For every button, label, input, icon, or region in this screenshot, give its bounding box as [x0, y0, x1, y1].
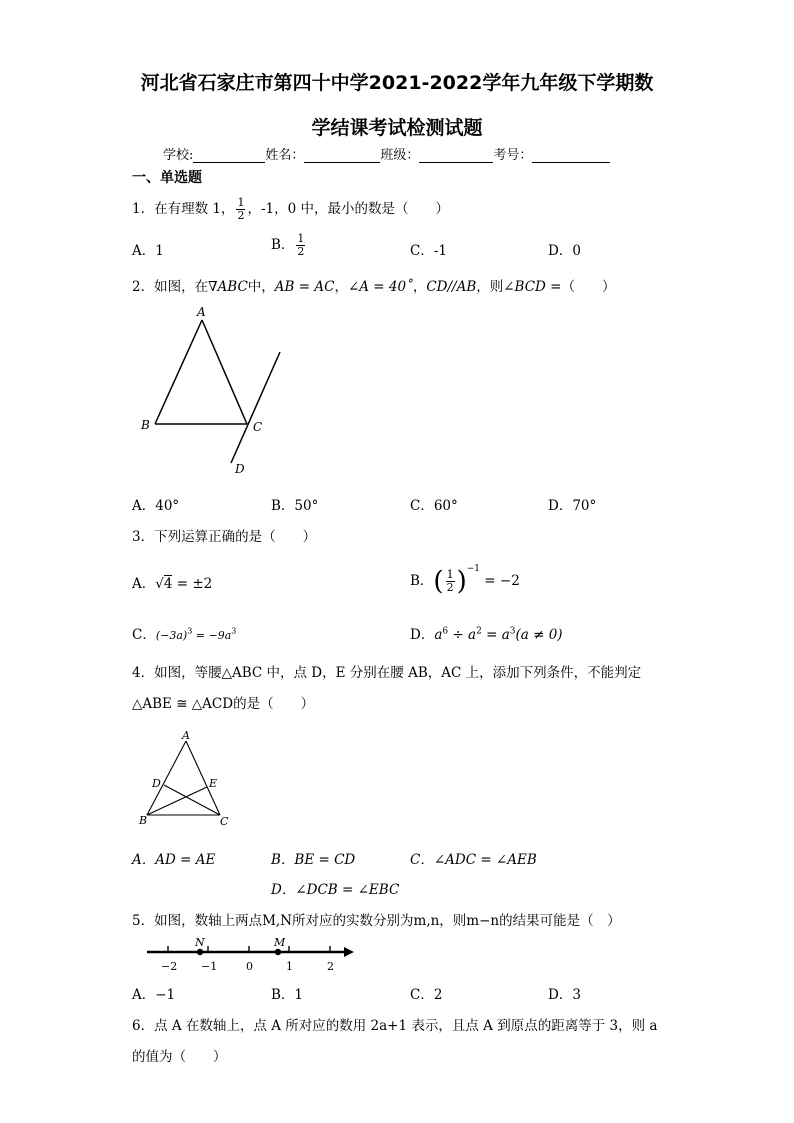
q3-c-eq: = −9a: [192, 629, 232, 642]
school-label: 学校:: [163, 148, 194, 163]
q3-d-a: a: [434, 627, 443, 643]
q1-frac-num: 1: [237, 196, 245, 209]
q3-b-fraction: [446, 569, 455, 594]
q3-b-pre: B．: [410, 573, 434, 589]
q1-fraction: [236, 197, 245, 222]
q5-tick-label-2: 2: [327, 960, 334, 973]
q4-label-c: C: [220, 815, 229, 828]
q3-c-exponent-2: 3: [231, 626, 237, 636]
q1-pre: 1．在有理数 1，: [132, 201, 235, 217]
q2-sep2: ，: [412, 279, 427, 295]
left-paren-icon: (: [433, 566, 444, 597]
q3-option-c[interactable]: [132, 623, 236, 643]
q5-tick-label-0: 0: [246, 960, 253, 973]
q5-point-n: [197, 949, 203, 955]
q2-figure: [130, 300, 300, 485]
q3-option-d[interactable]: [410, 623, 563, 643]
q4-figure: [135, 727, 240, 832]
q1-option-b[interactable]: [271, 233, 307, 258]
q2-option-d[interactable]: D．70°: [548, 498, 597, 514]
question-6-line-1: 6．点 A 在数轴上，点 A 所对应的数用 2a+1 表示，且点 A 到原点的距离等于 3，则 a: [132, 1018, 658, 1034]
question-2-stem: [132, 275, 616, 295]
question-5-stem: 5．如图，数轴上两点M,N所对应的实数分别为m,n，则m−n的结果可能是（ ）: [132, 913, 621, 929]
q3-option-b[interactable]: [410, 564, 520, 597]
q1-post: ，-1，0 中，最小的数是（ ）: [247, 201, 450, 217]
school-blank[interactable]: [193, 148, 265, 163]
q3-d-pre: D．: [410, 627, 435, 643]
q5-option-c[interactable]: C．2: [410, 987, 443, 1003]
q2-line-cd: [231, 352, 280, 463]
q1-b-pre: B．: [271, 237, 295, 253]
q2-option-c[interactable]: C．60°: [410, 498, 458, 514]
q4-label-a: A: [182, 729, 190, 742]
q3-d-eq: = a: [481, 627, 510, 643]
question-4-line-2: △ABE ≅ △ACD的是（ ）: [132, 696, 315, 712]
q4-option-d[interactable]: D．∠DCB = ∠EBC: [271, 882, 400, 898]
q3-a-pre: A．: [132, 576, 156, 592]
q1-b-num: 1: [297, 232, 305, 245]
q3-d-e3: 3: [509, 626, 516, 637]
q1-b-fraction: [296, 233, 305, 258]
q5-option-b[interactable]: B．1: [271, 987, 304, 1003]
question-4-line-1: 4．如图，等腰△ABC 中，点 D，E 分别在腰 AB，AC 上，添加下列条件，不能判定: [132, 665, 642, 681]
q2-cond1: AB = AC: [274, 279, 335, 295]
q3-d-e1: 6: [442, 626, 449, 637]
number-blank[interactable]: [532, 148, 610, 163]
q4-label-d: D: [152, 777, 161, 790]
q1-frac-den: 2: [237, 209, 245, 222]
q2-mid1: 中，: [247, 279, 275, 295]
q2-ask: ∠BCD =: [503, 279, 562, 295]
q3-c-base: (−3a): [155, 629, 188, 642]
q2-triangle-symbol: ∇: [208, 279, 218, 295]
question-6-line-2: 的值为（ ）: [132, 1049, 227, 1065]
q3-d-op: ÷ a: [448, 627, 477, 643]
title-line-2: 学结课考试检测试题: [311, 117, 483, 139]
q2-abc: ABC: [217, 279, 248, 295]
name-label: 姓名：: [265, 148, 305, 163]
q5-option-d[interactable]: D．3: [548, 987, 581, 1003]
q2-label-b: B: [141, 418, 150, 432]
q1-option-c[interactable]: C．-1: [410, 243, 447, 259]
q2-label-d: D: [235, 462, 245, 476]
q3-a-eq: = ±2: [172, 576, 213, 592]
q3-b-eq: = −2: [480, 573, 520, 589]
q3-d-cond: (a ≠ 0): [515, 627, 563, 643]
q3-b-exponent: −1: [466, 564, 481, 574]
q1-b-den: 2: [297, 245, 305, 258]
radical-icon: √: [155, 576, 164, 592]
q5-point-m: [275, 949, 281, 955]
q3-b-den: 2: [446, 581, 454, 594]
q2-side-ac: [202, 320, 247, 424]
q3-d-e2: 2: [476, 626, 482, 637]
q3-c-pre: C．: [132, 627, 156, 643]
q5-option-a[interactable]: A．−1: [132, 987, 176, 1003]
q1-option-a[interactable]: A．1: [132, 243, 164, 259]
q5-tick-label-1: 1: [286, 960, 293, 973]
name-blank[interactable]: [304, 148, 380, 163]
student-info-line: [163, 144, 610, 163]
number-label: 考号：: [493, 148, 533, 163]
q5-tick-label-neg2: −2: [161, 960, 178, 973]
q2-option-a[interactable]: A．40°: [132, 498, 180, 514]
question-1-stem: [132, 197, 449, 222]
q4-option-a[interactable]: A．AD = AE: [132, 852, 216, 868]
q2-option-b[interactable]: B．50°: [271, 498, 319, 514]
q5-number-line: [140, 935, 365, 977]
q2-cond3: CD//AB: [426, 279, 477, 295]
arrow-right-icon: [344, 947, 354, 957]
q3-a-radicand: 4: [163, 576, 173, 592]
q3-option-a[interactable]: [132, 572, 212, 592]
q4-label-e: E: [209, 777, 218, 790]
q2-cond2: ∠A = 40˚: [347, 279, 413, 295]
q2-sep1: ，: [334, 279, 348, 295]
q4-segment-be: [147, 787, 207, 815]
q2-side-ab: [155, 320, 202, 424]
q2-end: （ ）: [561, 279, 616, 295]
right-paren-icon: ): [456, 566, 467, 597]
class-blank[interactable]: [419, 148, 493, 163]
q3-b-num: 1: [446, 568, 454, 581]
q1-option-d[interactable]: D．0: [548, 243, 581, 259]
q5-label-n: N: [195, 936, 205, 949]
q2-mid2: ，则: [476, 279, 504, 295]
q2-pre: 2．如图，在: [132, 279, 209, 295]
q4-option-c[interactable]: C．∠ADC = ∠AEB: [410, 852, 537, 868]
q5-label-m: M: [274, 936, 286, 949]
class-label: 班级：: [380, 148, 420, 163]
title-line-1: 河北省石家庄市第四十中学2021-2022学年九年级下学期数: [140, 72, 654, 94]
q5-tick-label-neg1: −1: [201, 960, 218, 973]
section-heading: 一、单选题: [132, 170, 202, 186]
q4-label-b: B: [139, 814, 148, 827]
q2-label-a: A: [197, 305, 206, 319]
question-3-stem: 3．下列运算正确的是（ ）: [132, 529, 317, 545]
q4-option-b[interactable]: B．BE = CD: [271, 852, 356, 868]
q3-c-exponent: 3: [187, 626, 193, 636]
q2-label-c: C: [253, 420, 263, 434]
